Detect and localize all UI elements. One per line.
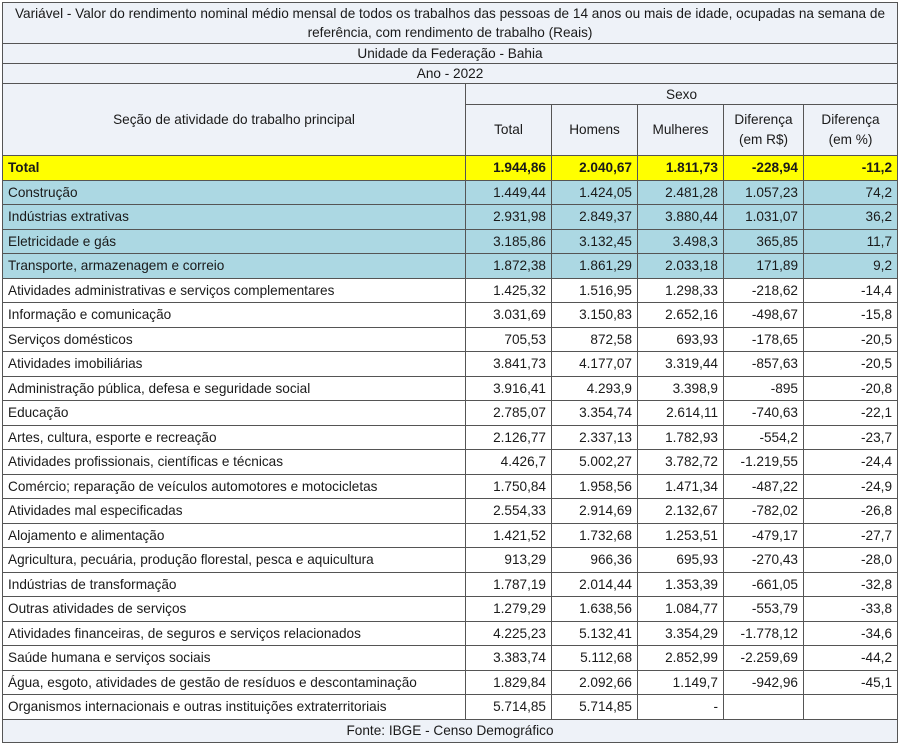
income-table-container <box>2 2 897 743</box>
men-cell: 3.354,74 <box>552 401 638 426</box>
diff-pct-cell: -20,8 <box>804 376 898 401</box>
women-column-header: Mulheres <box>638 105 724 156</box>
unit-row <box>3 44 898 64</box>
row-label: Informação e comunicação <box>3 303 466 328</box>
diff-rs-cell: -2.259,69 <box>724 646 804 671</box>
men-cell: 5.112,68 <box>552 646 638 671</box>
row-label: Atividades financeiras, de seguros e serviços relacionados <box>3 621 466 646</box>
diff-pct-cell: -20,5 <box>804 352 898 377</box>
diff-pct-cell: -32,8 <box>804 572 898 597</box>
row-label: Serviços domésticos <box>3 327 466 352</box>
total-cell: 1.787,19 <box>466 572 552 597</box>
men-cell: 2.337,13 <box>552 425 638 450</box>
diff-rs-cell: -270,43 <box>724 548 804 573</box>
men-cell: 1.638,56 <box>552 597 638 622</box>
row-label: Organismos internacionais e outras instituições extraterritoriais <box>3 695 466 720</box>
row-label: Total <box>3 156 466 181</box>
row-label: Atividades mal especificadas <box>3 499 466 524</box>
total-cell: 3.383,74 <box>466 646 552 671</box>
men-cell: 4.177,07 <box>552 352 638 377</box>
diff-pct-cell <box>804 695 898 720</box>
table-row <box>3 229 898 254</box>
table-row <box>3 303 898 328</box>
diff-pct-cell: -28,0 <box>804 548 898 573</box>
men-cell: 1.958,56 <box>552 474 638 499</box>
men-column-header: Homens <box>552 105 638 156</box>
diff-rs-cell: -857,63 <box>724 352 804 377</box>
row-label: Atividades profissionais, científicas e técnicas <box>3 450 466 475</box>
diff-rs-cell: 1.057,23 <box>724 180 804 205</box>
section-column-header: Seção de atividade do trabalho principal <box>3 84 466 156</box>
women-cell: 2.852,99 <box>638 646 724 671</box>
men-cell: 3.132,45 <box>552 229 638 254</box>
total-cell: 1.279,29 <box>466 597 552 622</box>
diff-rs-cell: -782,02 <box>724 499 804 524</box>
total-cell: 1.750,84 <box>466 474 552 499</box>
footer-row <box>3 719 898 742</box>
total-cell: 2.554,33 <box>466 499 552 524</box>
table-row <box>3 205 898 230</box>
table-row <box>3 474 898 499</box>
men-cell: 2.914,69 <box>552 499 638 524</box>
women-cell: 1.353,39 <box>638 572 724 597</box>
men-cell: 1.516,95 <box>552 278 638 303</box>
sex-group-header: Sexo <box>466 84 898 105</box>
diff-pct-column-header: Diferença (em %) <box>804 105 898 156</box>
total-cell: 3.031,69 <box>466 303 552 328</box>
row-label: Água, esgoto, atividades de gestão de resíduos e descontaminação <box>3 670 466 695</box>
table-row <box>3 695 898 720</box>
diff-rs-cell: 171,89 <box>724 254 804 279</box>
table-row <box>3 254 898 279</box>
source-note: Fonte: IBGE - Censo Demográfico <box>3 719 898 742</box>
men-cell: 2.040,67 <box>552 156 638 181</box>
table-row <box>3 376 898 401</box>
women-cell: 3.354,29 <box>638 621 724 646</box>
title-row <box>3 3 898 44</box>
federation-unit: Unidade da Federação - Bahia <box>3 44 898 64</box>
diff-rs-cell: -479,17 <box>724 523 804 548</box>
women-cell: 1.253,51 <box>638 523 724 548</box>
women-cell: 1.471,34 <box>638 474 724 499</box>
diff-pct-cell: -33,8 <box>804 597 898 622</box>
women-cell: 2.132,67 <box>638 499 724 524</box>
men-cell: 2.849,37 <box>552 205 638 230</box>
women-cell: 693,93 <box>638 327 724 352</box>
table-row <box>3 327 898 352</box>
women-cell: 3.319,44 <box>638 352 724 377</box>
total-column-header: Total <box>466 105 552 156</box>
men-cell: 5.002,27 <box>552 450 638 475</box>
year-label: Ano - 2022 <box>3 64 898 84</box>
table-row <box>3 523 898 548</box>
total-cell: 5.714,85 <box>466 695 552 720</box>
total-cell: 1.872,38 <box>466 254 552 279</box>
total-cell: 2.931,98 <box>466 205 552 230</box>
diff-pct-cell: 36,2 <box>804 205 898 230</box>
diff-rs-cell: -661,05 <box>724 572 804 597</box>
table-row <box>3 401 898 426</box>
table-row <box>3 572 898 597</box>
women-cell: 3.880,44 <box>638 205 724 230</box>
total-cell: 4.426,7 <box>466 450 552 475</box>
men-cell: 1.424,05 <box>552 180 638 205</box>
diff-rs-cell <box>724 695 804 720</box>
row-label: Outras atividades de serviços <box>3 597 466 622</box>
row-label: Artes, cultura, esporte e recreação <box>3 425 466 450</box>
row-label: Eletricidade e gás <box>3 229 466 254</box>
total-cell: 913,29 <box>466 548 552 573</box>
diff-rs-cell: -942,96 <box>724 670 804 695</box>
women-cell: 1.782,93 <box>638 425 724 450</box>
diff-pct-cell: -11,2 <box>804 156 898 181</box>
women-cell: 1.149,7 <box>638 670 724 695</box>
diff-rs-cell: -740,63 <box>724 401 804 426</box>
diff-pct-cell: -24,4 <box>804 450 898 475</box>
diff-rs-cell: -498,67 <box>724 303 804 328</box>
year-row <box>3 64 898 84</box>
total-cell: 1.449,44 <box>466 180 552 205</box>
row-label: Agricultura, pecuária, produção florestal, pesca e aquicultura <box>3 548 466 573</box>
women-cell: 3.782,72 <box>638 450 724 475</box>
row-label: Saúde humana e serviços sociais <box>3 646 466 671</box>
total-cell: 1.829,84 <box>466 670 552 695</box>
diff-pct-cell: -27,7 <box>804 523 898 548</box>
table-row <box>3 180 898 205</box>
group-header-row <box>3 84 898 105</box>
men-cell: 2.014,44 <box>552 572 638 597</box>
diff-pct-cell: -15,8 <box>804 303 898 328</box>
women-cell: 3.498,3 <box>638 229 724 254</box>
row-label: Atividades imobiliárias <box>3 352 466 377</box>
variable-title: Variável - Valor do rendimento nominal médio mensal de todos os trabalhos das pessoas de 14 anos ou mais de idade, ocupadas na semana de referência, com rendimento de trabalho (Reais) <box>3 3 898 44</box>
diff-pct-cell: -26,8 <box>804 499 898 524</box>
row-label: Transporte, armazenagem e correio <box>3 254 466 279</box>
diff-pct-cell: -45,1 <box>804 670 898 695</box>
men-cell: 872,58 <box>552 327 638 352</box>
row-label: Construção <box>3 180 466 205</box>
women-cell: 2.652,16 <box>638 303 724 328</box>
row-label: Indústrias extrativas <box>3 205 466 230</box>
men-cell: 1.732,68 <box>552 523 638 548</box>
women-cell: - <box>638 695 724 720</box>
women-cell: 3.398,9 <box>638 376 724 401</box>
total-cell: 2.126,77 <box>466 425 552 450</box>
row-label: Atividades administrativas e serviços complementares <box>3 278 466 303</box>
diff-rs-cell: -1.778,12 <box>724 621 804 646</box>
women-cell: 695,93 <box>638 548 724 573</box>
diff-rs-cell: -554,2 <box>724 425 804 450</box>
diff-rs-cell: -218,62 <box>724 278 804 303</box>
diff-rs-cell: -178,65 <box>724 327 804 352</box>
women-cell: 1.298,33 <box>638 278 724 303</box>
total-cell: 4.225,23 <box>466 621 552 646</box>
row-label: Alojamento e alimentação <box>3 523 466 548</box>
diff-pct-cell: 74,2 <box>804 180 898 205</box>
total-cell: 2.785,07 <box>466 401 552 426</box>
table-row <box>3 425 898 450</box>
row-label: Indústrias de transformação <box>3 572 466 597</box>
table-row <box>3 646 898 671</box>
diff-pct-cell: -44,2 <box>804 646 898 671</box>
diff-pct-cell: -24,9 <box>804 474 898 499</box>
row-label: Comércio; reparação de veículos automotores e motocicletas <box>3 474 466 499</box>
women-cell: 1.084,77 <box>638 597 724 622</box>
women-cell: 2.614,11 <box>638 401 724 426</box>
diff-rs-column-header: Diferença (em R$) <box>724 105 804 156</box>
diff-rs-cell: -228,94 <box>724 156 804 181</box>
total-cell: 1.944,86 <box>466 156 552 181</box>
diff-rs-cell: -553,79 <box>724 597 804 622</box>
table-body <box>3 156 898 720</box>
diff-rs-cell: -487,22 <box>724 474 804 499</box>
men-cell: 2.092,66 <box>552 670 638 695</box>
table-row <box>3 597 898 622</box>
diff-rs-cell: -1.219,55 <box>724 450 804 475</box>
men-cell: 5.132,41 <box>552 621 638 646</box>
total-cell: 3.185,86 <box>466 229 552 254</box>
women-cell: 2.481,28 <box>638 180 724 205</box>
diff-pct-cell: 9,2 <box>804 254 898 279</box>
total-cell: 3.916,41 <box>466 376 552 401</box>
table-row <box>3 499 898 524</box>
table-row <box>3 278 898 303</box>
diff-rs-cell: 365,85 <box>724 229 804 254</box>
women-cell: 1.811,73 <box>638 156 724 181</box>
table-row <box>3 548 898 573</box>
diff-pct-cell: -22,1 <box>804 401 898 426</box>
diff-pct-cell: -14,4 <box>804 278 898 303</box>
table-row <box>3 621 898 646</box>
diff-rs-cell: -895 <box>724 376 804 401</box>
total-cell: 3.841,73 <box>466 352 552 377</box>
diff-rs-cell: 1.031,07 <box>724 205 804 230</box>
men-cell: 5.714,85 <box>552 695 638 720</box>
men-cell: 4.293,9 <box>552 376 638 401</box>
total-row <box>3 156 898 181</box>
total-cell: 705,53 <box>466 327 552 352</box>
women-cell: 2.033,18 <box>638 254 724 279</box>
table-row <box>3 670 898 695</box>
row-label: Educação <box>3 401 466 426</box>
income-table <box>2 2 898 743</box>
diff-pct-cell: -34,6 <box>804 621 898 646</box>
diff-pct-cell: -23,7 <box>804 425 898 450</box>
men-cell: 966,36 <box>552 548 638 573</box>
row-label: Administração pública, defesa e seguridade social <box>3 376 466 401</box>
diff-pct-cell: -20,5 <box>804 327 898 352</box>
table-row <box>3 352 898 377</box>
total-cell: 1.425,32 <box>466 278 552 303</box>
men-cell: 3.150,83 <box>552 303 638 328</box>
diff-pct-cell: 11,7 <box>804 229 898 254</box>
total-cell: 1.421,52 <box>466 523 552 548</box>
table-row <box>3 450 898 475</box>
men-cell: 1.861,29 <box>552 254 638 279</box>
